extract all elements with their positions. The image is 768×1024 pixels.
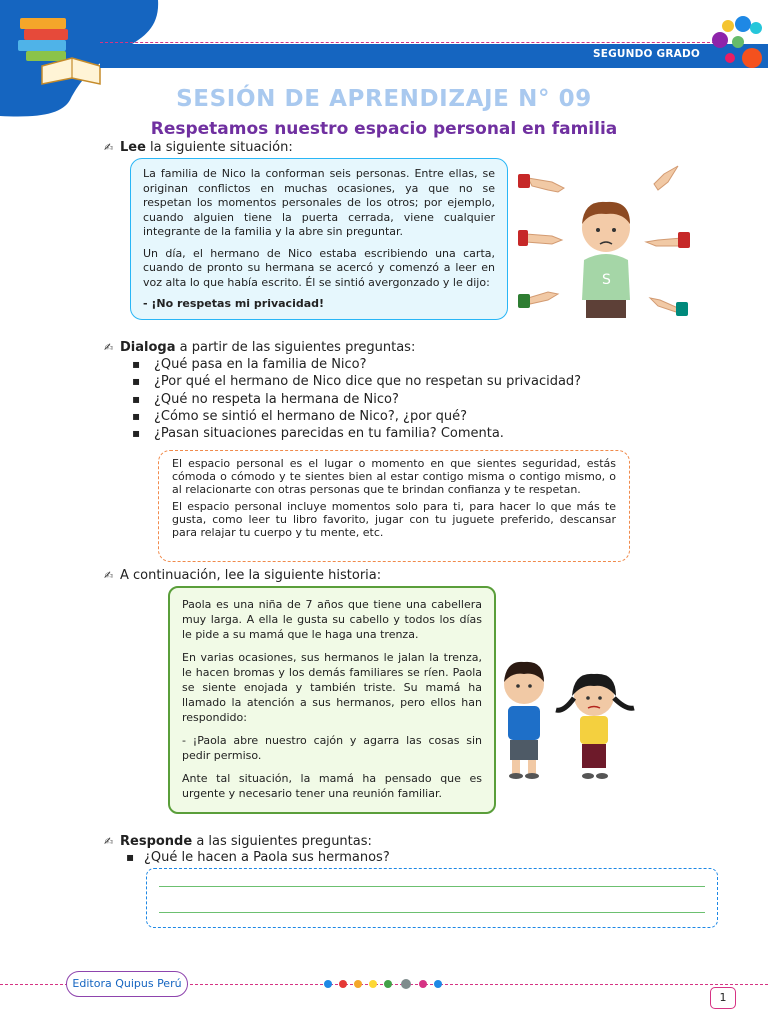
writing-hand-icon: ✍ bbox=[104, 141, 114, 154]
list-item: ▪ ¿Por qué el hermano de Nico dice que no respetan su privacidad? bbox=[132, 373, 581, 390]
answer-box[interactable] bbox=[146, 868, 718, 928]
publisher-badge: Editora Quipus Perú bbox=[66, 971, 188, 997]
list-item: ▪ ¿Cómo se sintió el hermano de Nico?, ¿por qué? bbox=[132, 408, 581, 425]
instruction-dialog: ✍ Dialoga a partir de las siguientes preguntas: bbox=[104, 340, 416, 355]
definition-paragraph: El espacio personal incluye momentos solo para ti, para hacer lo que más te gusta, como leer tu libro favorito, jugar con tu juguete preferido, descansar para relajar tu cuerpo y tu mente, etc. bbox=[172, 500, 616, 539]
list-item: ▪ ¿Qué no respeta la hermana de Nico? bbox=[132, 391, 581, 408]
answer-question: ▪ ¿Qué le hacen a Paola sus hermanos? bbox=[126, 850, 390, 865]
definition-paragraph: El espacio personal es el lugar o momento en que sientes seguridad, estás cómoda o cómodo y te sientes bien al estar contigo misma o contigo mismo, o al relacionarte con otras personas que te brindan confianza y te respetan. bbox=[172, 457, 616, 496]
situation-quote: - ¡No respetas mi privacidad! bbox=[143, 297, 325, 310]
list-item: ▪ ¿Pasan situaciones parecidas en tu familia? Comenta. bbox=[132, 425, 581, 442]
page-number: 1 bbox=[710, 987, 736, 1009]
pointing-fingers-illustration bbox=[518, 160, 690, 322]
story-paragraph: Paola es una niña de 7 años que tiene una cabellera muy larga. A ella le gusta su cabello y todos los días le pide a su mamá que le haga una trenza. bbox=[182, 598, 482, 641]
instruction-story: ✍ A continuación, lee la siguiente historia: bbox=[104, 568, 382, 583]
children-illustration bbox=[494, 652, 638, 782]
instruction-read: ✍ Lee la siguiente situación: bbox=[104, 140, 293, 155]
svg-text:S: S bbox=[602, 272, 611, 288]
situation-paragraph: La familia de Nico la conforman seis personas. Entre ellas, se originan conflictos en muchas ocasiones, ya que no se respetan los momentos personales de los otros; por ejemplo, cuando alguien tiene la puerta cerrada, viene cualquier integrante de la familia y la abre sin preguntar. bbox=[143, 167, 495, 238]
writing-hand-icon: ✍ bbox=[104, 569, 114, 582]
situation-box bbox=[130, 158, 508, 320]
story-paragraph: En varias ocasiones, sus hermanos le jalan la trenza, le hacen bromas y los demás familiares se ríen. Paola se siente enojada y también triste. Su mamá ha llamado la atención a sus hermanos, pero ellos han respondido: bbox=[182, 651, 482, 724]
situation-paragraph: Un día, el hermano de Nico estaba escribiendo una carta, cuando de pronto su hermana se acercó y comenzó a leer en voz alta lo que había escrito. Él se sintió avergonzado y le dijo: bbox=[143, 246, 495, 289]
footer-decoration bbox=[322, 977, 444, 993]
answer-line[interactable] bbox=[159, 912, 705, 913]
answer-line[interactable] bbox=[159, 886, 705, 887]
definition-box bbox=[158, 450, 630, 562]
header-divider bbox=[100, 42, 720, 43]
writing-hand-icon: ✍ bbox=[104, 341, 114, 354]
writing-hand-icon: ✍ bbox=[104, 835, 114, 848]
page-title: SESIÓN DE APRENDIZAJE N° 09 bbox=[176, 86, 592, 112]
color-dots-decoration bbox=[708, 14, 768, 72]
page-subtitle: Respetamos nuestro espacio personal en familia bbox=[150, 119, 618, 139]
story-quote: - ¡Paola abre nuestro cajón y agarra las cosas sin pedir permiso. bbox=[182, 734, 482, 762]
question-list bbox=[132, 356, 581, 442]
story-paragraph: Ante tal situación, la mamá ha pensado que es urgente y necesario tener una reunión familiar. bbox=[182, 772, 482, 800]
grade-label: SEGUNDO GRADO bbox=[592, 48, 700, 60]
list-item: ▪ ¿Qué pasa en la familia de Nico? bbox=[132, 356, 581, 373]
story-box bbox=[168, 586, 496, 814]
instruction-respond: ✍ Responde a las siguientes preguntas: bbox=[104, 834, 372, 849]
